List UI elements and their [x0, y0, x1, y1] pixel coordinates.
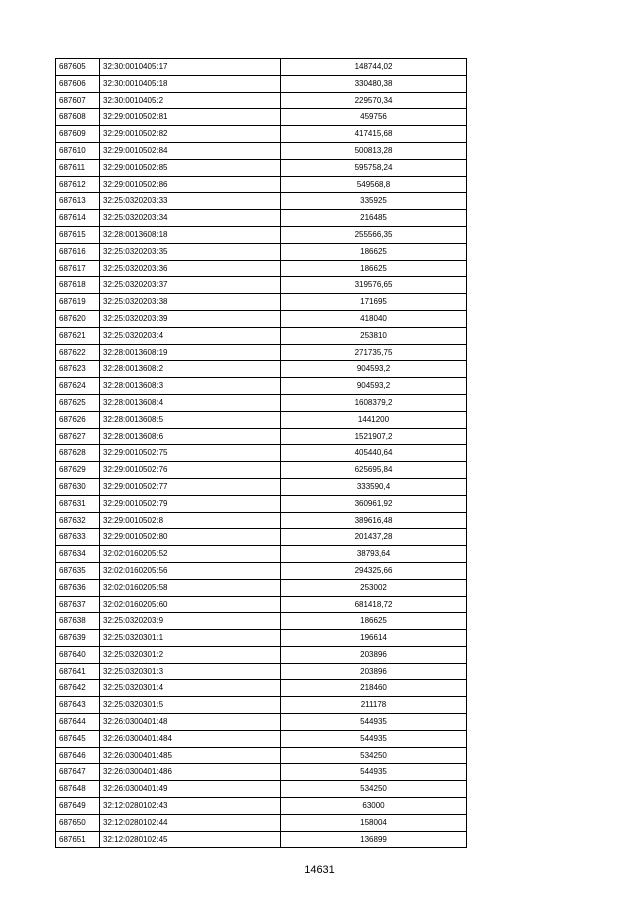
value-cell: 253810: [281, 327, 467, 344]
value-cell: 229570,34: [281, 92, 467, 109]
cadastral-number-cell: 32:25:0320203:33: [100, 193, 281, 210]
page-number: 14631: [304, 864, 335, 876]
table-row: [56, 495, 467, 512]
cadastral-number-cell: 32:29:0010502:77: [100, 478, 281, 495]
cadastral-number-cell: 32:25:0320301:4: [100, 680, 281, 697]
cadastral-number-cell: 32:30:0010405:2: [100, 92, 281, 109]
row-id-cell: 687630: [56, 478, 100, 495]
table-row: [56, 361, 467, 378]
table-row: [56, 798, 467, 815]
cadastral-number-cell: 32:25:0320301:2: [100, 646, 281, 663]
row-id-cell: 687640: [56, 646, 100, 663]
cadastral-number-cell: 32:25:0320203:39: [100, 310, 281, 327]
table-row: [56, 529, 467, 546]
value-cell: 333590,4: [281, 478, 467, 495]
value-cell: 38793,64: [281, 546, 467, 563]
row-id-cell: 687631: [56, 495, 100, 512]
value-cell: 255566,35: [281, 226, 467, 243]
row-id-cell: 687646: [56, 747, 100, 764]
table-row: [56, 445, 467, 462]
table-row: [56, 546, 467, 563]
cadastral-number-cell: 32:29:0010502:81: [100, 109, 281, 126]
row-id-cell: 687624: [56, 378, 100, 395]
row-id-cell: 687649: [56, 798, 100, 815]
cadastral-number-cell: 32:29:0010502:82: [100, 126, 281, 143]
value-cell: 136899: [281, 831, 467, 848]
table-row: [56, 428, 467, 445]
row-id-cell: 687636: [56, 579, 100, 596]
cadastral-number-cell: 32:29:0010502:84: [100, 142, 281, 159]
cadastral-number-cell: 32:29:0010502:76: [100, 462, 281, 479]
cadastral-number-cell: 32:29:0010502:85: [100, 159, 281, 176]
value-cell: 544935: [281, 764, 467, 781]
cadastral-number-cell: 32:29:0010502:8: [100, 512, 281, 529]
cadastral-number-cell: 32:30:0010405:17: [100, 59, 281, 76]
value-cell: 625695,84: [281, 462, 467, 479]
cadastral-number-cell: 32:26:0300401:49: [100, 781, 281, 798]
row-id-cell: 687639: [56, 630, 100, 647]
table-row: [56, 646, 467, 663]
cadastral-number-cell: 32:29:0010502:80: [100, 529, 281, 546]
value-cell: 330480,38: [281, 75, 467, 92]
row-id-cell: 687651: [56, 831, 100, 848]
cadastral-number-cell: 32:25:0320301:5: [100, 697, 281, 714]
table-row: [56, 562, 467, 579]
row-id-cell: 687620: [56, 310, 100, 327]
cadastral-number-cell: 32:12:0280102:44: [100, 814, 281, 831]
table-row: [56, 210, 467, 227]
table-row: [56, 781, 467, 798]
value-cell: 534250: [281, 747, 467, 764]
value-cell: 459756: [281, 109, 467, 126]
value-cell: 544935: [281, 714, 467, 731]
table-row: [56, 294, 467, 311]
value-cell: 335925: [281, 193, 467, 210]
value-cell: 417415,68: [281, 126, 467, 143]
table-row: [56, 596, 467, 613]
cadastral-number-cell: 32:12:0280102:43: [100, 798, 281, 815]
value-cell: 1441200: [281, 411, 467, 428]
cadastral-number-cell: 32:25:0320203:38: [100, 294, 281, 311]
row-id-cell: 687615: [56, 226, 100, 243]
cadastral-number-cell: 32:25:0320203:35: [100, 243, 281, 260]
cadastral-number-cell: 32:29:0010502:79: [100, 495, 281, 512]
value-cell: 405440,64: [281, 445, 467, 462]
cadastral-number-cell: 32:25:0320203:37: [100, 277, 281, 294]
row-id-cell: 687622: [56, 344, 100, 361]
table-row: [56, 663, 467, 680]
table-body: [56, 59, 467, 848]
row-id-cell: 687621: [56, 327, 100, 344]
cadastral-number-cell: 32:28:0013608:18: [100, 226, 281, 243]
row-id-cell: 687628: [56, 445, 100, 462]
table-row: [56, 226, 467, 243]
table-row: [56, 630, 467, 647]
value-cell: 196614: [281, 630, 467, 647]
table-row: [56, 579, 467, 596]
cadastral-number-cell: 32:02:0160205:52: [100, 546, 281, 563]
table-row: [56, 613, 467, 630]
table-row: [56, 159, 467, 176]
table-row: [56, 747, 467, 764]
cadastral-number-cell: 32:26:0300401:485: [100, 747, 281, 764]
value-cell: 203896: [281, 646, 467, 663]
table-row: [56, 126, 467, 143]
cadastral-number-cell: 32:02:0160205:58: [100, 579, 281, 596]
table-row: [56, 109, 467, 126]
row-id-cell: 687605: [56, 59, 100, 76]
table-row: [56, 478, 467, 495]
value-cell: 216485: [281, 210, 467, 227]
value-cell: 253002: [281, 579, 467, 596]
cadastral-number-cell: 32:26:0300401:48: [100, 714, 281, 731]
value-cell: 595758,24: [281, 159, 467, 176]
value-cell: 186625: [281, 243, 467, 260]
cadastral-number-cell: 32:02:0160205:60: [100, 596, 281, 613]
row-id-cell: 687626: [56, 411, 100, 428]
value-cell: 319576,65: [281, 277, 467, 294]
table-row: [56, 327, 467, 344]
value-cell: 360961,92: [281, 495, 467, 512]
table-row: [56, 730, 467, 747]
value-cell: 186625: [281, 260, 467, 277]
value-cell: 203896: [281, 663, 467, 680]
row-id-cell: 687609: [56, 126, 100, 143]
table-row: [56, 344, 467, 361]
cadastral-number-cell: 32:25:0320203:36: [100, 260, 281, 277]
row-id-cell: 687606: [56, 75, 100, 92]
row-id-cell: 687618: [56, 277, 100, 294]
value-cell: 218460: [281, 680, 467, 697]
cadastral-number-cell: 32:28:0013608:2: [100, 361, 281, 378]
value-cell: 500813,28: [281, 142, 467, 159]
value-cell: 171695: [281, 294, 467, 311]
value-cell: 389616,48: [281, 512, 467, 529]
value-cell: 271735,75: [281, 344, 467, 361]
row-id-cell: 687632: [56, 512, 100, 529]
table-row: [56, 310, 467, 327]
cadastral-number-cell: 32:28:0013608:19: [100, 344, 281, 361]
row-id-cell: 687610: [56, 142, 100, 159]
row-id-cell: 687650: [56, 814, 100, 831]
cadastral-number-cell: 32:25:0320301:1: [100, 630, 281, 647]
value-cell: 201437,28: [281, 529, 467, 546]
table-row: [56, 260, 467, 277]
cadastral-number-cell: 32:28:0013608:3: [100, 378, 281, 395]
row-id-cell: 687637: [56, 596, 100, 613]
value-cell: 904593,2: [281, 361, 467, 378]
cadastral-number-cell: 32:26:0300401:486: [100, 764, 281, 781]
row-id-cell: 687648: [56, 781, 100, 798]
row-id-cell: 687645: [56, 730, 100, 747]
value-cell: 1608379,2: [281, 394, 467, 411]
cadastral-number-cell: 32:28:0013608:4: [100, 394, 281, 411]
row-id-cell: 687644: [56, 714, 100, 731]
table-row: [56, 59, 467, 76]
row-id-cell: 687608: [56, 109, 100, 126]
row-id-cell: 687607: [56, 92, 100, 109]
row-id-cell: 687611: [56, 159, 100, 176]
row-id-cell: 687633: [56, 529, 100, 546]
table-row: [56, 680, 467, 697]
cadastral-number-cell: 32:12:0280102:45: [100, 831, 281, 848]
row-id-cell: 687625: [56, 394, 100, 411]
table-row: [56, 378, 467, 395]
table-row: [56, 243, 467, 260]
row-id-cell: 687629: [56, 462, 100, 479]
row-id-cell: 687634: [56, 546, 100, 563]
row-id-cell: 687613: [56, 193, 100, 210]
table-row: [56, 394, 467, 411]
value-cell: 549568,8: [281, 176, 467, 193]
table-row: [56, 193, 467, 210]
cadastral-number-cell: 32:29:0010502:86: [100, 176, 281, 193]
cadastral-number-cell: 32:25:0320203:9: [100, 613, 281, 630]
row-id-cell: 687617: [56, 260, 100, 277]
value-cell: 904593,2: [281, 378, 467, 395]
table-row: [56, 814, 467, 831]
row-id-cell: 687643: [56, 697, 100, 714]
row-id-cell: 687612: [56, 176, 100, 193]
table-row: [56, 697, 467, 714]
table-row: [56, 142, 467, 159]
row-id-cell: 687623: [56, 361, 100, 378]
value-cell: 681418,72: [281, 596, 467, 613]
cadastral-number-cell: 32:29:0010502:75: [100, 445, 281, 462]
value-cell: 186625: [281, 613, 467, 630]
table-row: [56, 831, 467, 848]
cadastral-number-cell: 32:25:0320301:3: [100, 663, 281, 680]
table-row: [56, 75, 467, 92]
row-id-cell: 687642: [56, 680, 100, 697]
table-row: [56, 277, 467, 294]
data-table: [55, 58, 467, 848]
value-cell: 418040: [281, 310, 467, 327]
value-cell: 544935: [281, 730, 467, 747]
cadastral-number-cell: 32:28:0013608:5: [100, 411, 281, 428]
table-row: [56, 764, 467, 781]
cadastral-number-cell: 32:28:0013608:6: [100, 428, 281, 445]
table-row: [56, 92, 467, 109]
value-cell: 534250: [281, 781, 467, 798]
table-row: [56, 411, 467, 428]
value-cell: 1521907,2: [281, 428, 467, 445]
row-id-cell: 687616: [56, 243, 100, 260]
table-row: [56, 714, 467, 731]
table-row: [56, 176, 467, 193]
value-cell: 158004: [281, 814, 467, 831]
row-id-cell: 687638: [56, 613, 100, 630]
cadastral-number-cell: 32:26:0300401:484: [100, 730, 281, 747]
cadastral-number-cell: 32:02:0160205:56: [100, 562, 281, 579]
row-id-cell: 687614: [56, 210, 100, 227]
value-cell: 148744,02: [281, 59, 467, 76]
cadastral-number-cell: 32:25:0320203:4: [100, 327, 281, 344]
row-id-cell: 687647: [56, 764, 100, 781]
table-row: [56, 462, 467, 479]
row-id-cell: 687627: [56, 428, 100, 445]
value-cell: 211178: [281, 697, 467, 714]
cadastral-number-cell: 32:30:0010405:18: [100, 75, 281, 92]
cadastral-number-cell: 32:25:0320203:34: [100, 210, 281, 227]
row-id-cell: 687641: [56, 663, 100, 680]
row-id-cell: 687635: [56, 562, 100, 579]
table-row: [56, 512, 467, 529]
row-id-cell: 687619: [56, 294, 100, 311]
value-cell: 63000: [281, 798, 467, 815]
value-cell: 294325,66: [281, 562, 467, 579]
